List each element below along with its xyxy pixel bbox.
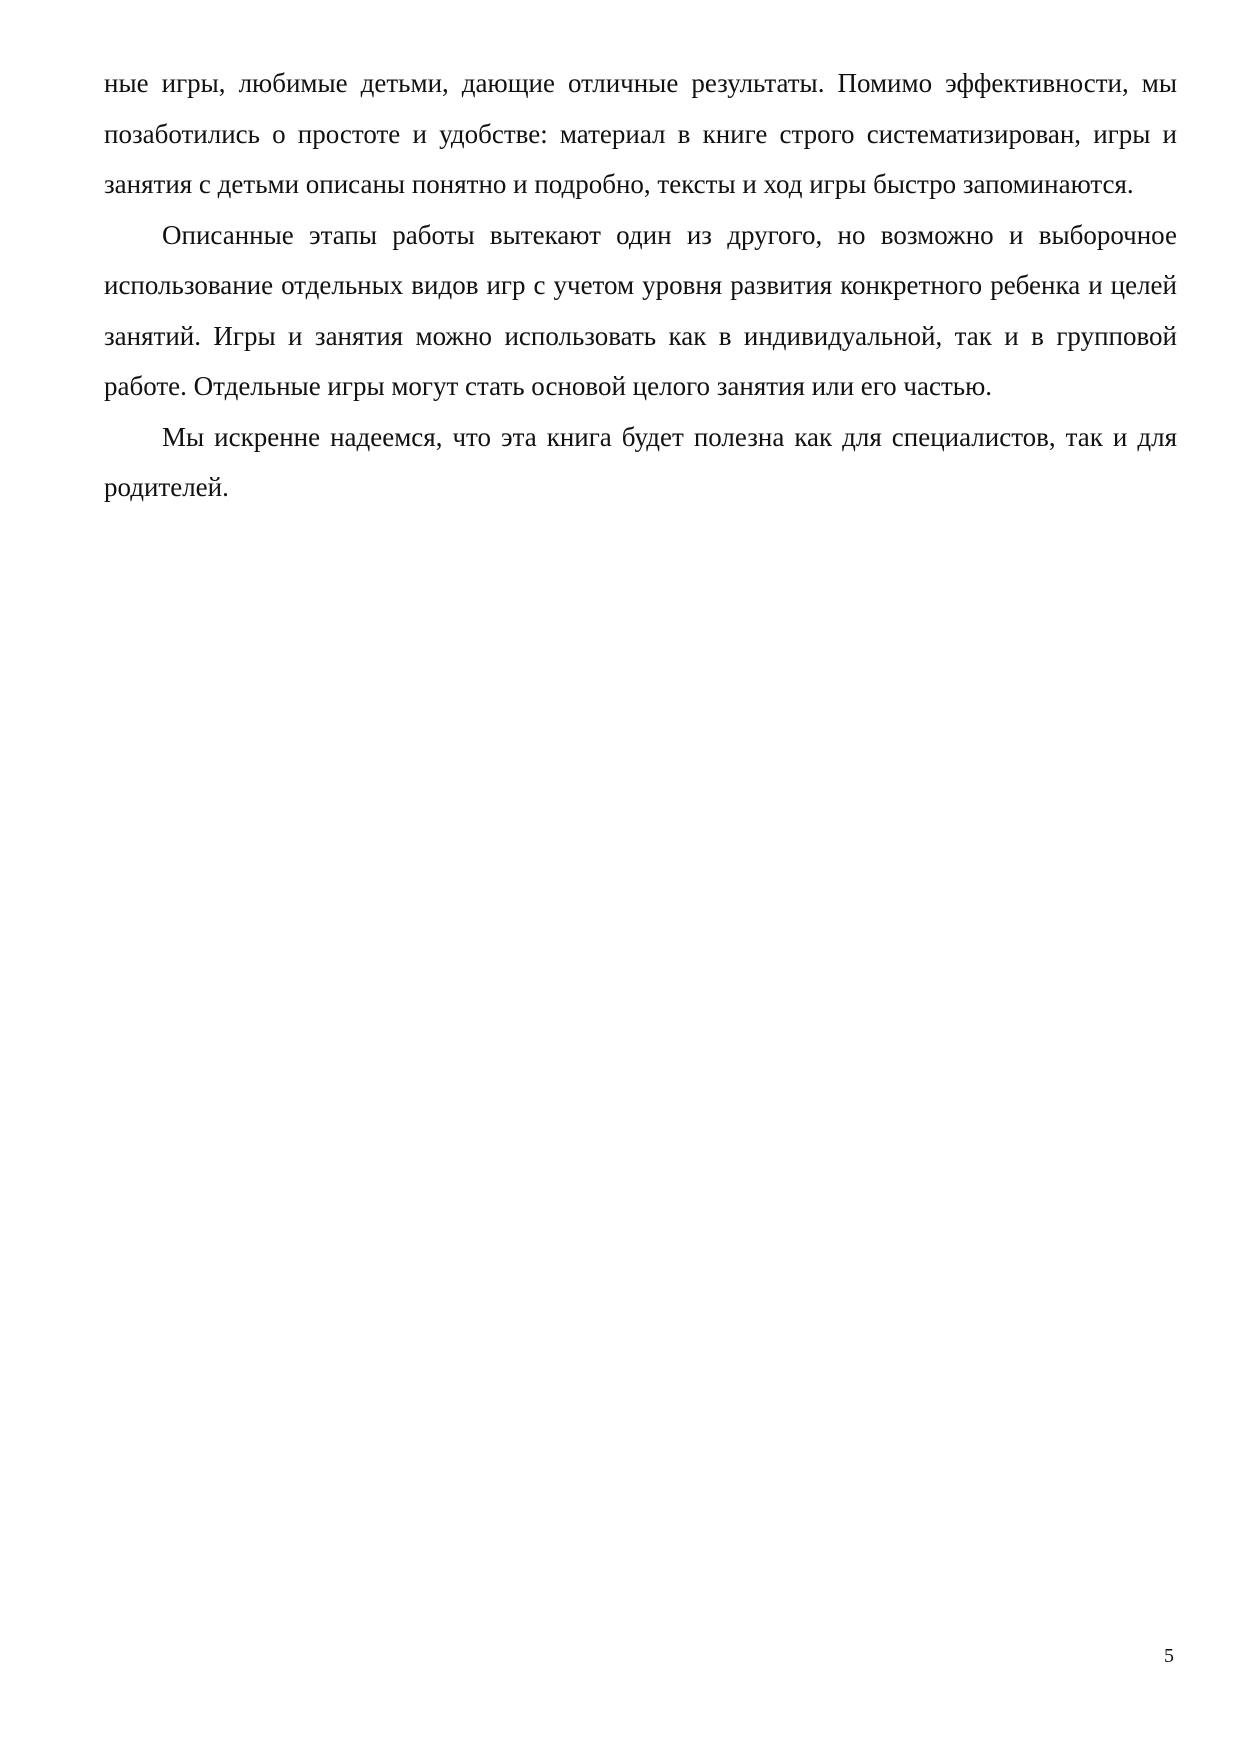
paragraph-closing-hope: Мы искренне надеемся, что эта книга будет полезна как для специалистов, так и для родителей. (104, 421, 1177, 502)
body-text (104, 58, 1177, 513)
page-number: 5 (1164, 1645, 1174, 1667)
paragraph-continuation: ные игры, любимые детьми, дающие отличные результаты. Помимо эффективности, мы позаботились о простоте и удобстве: материал в книге строго систематизирован, игры и занятия с детьми описаны понятно и подробно, тексты и ход игры быстро запоминаются. (104, 68, 1177, 199)
paragraph-work-stages: Описанные этапы работы вытекают один из другого, но возможно и выборочное использование отдельных видов игр с учетом уровня развития конкретного ребенка и целей занятий. Игры и занятия можно использовать как в индивидуальной, так и в групповой работе. Отдельные игры могут стать основой целого занятия или его частью. (104, 219, 1177, 401)
